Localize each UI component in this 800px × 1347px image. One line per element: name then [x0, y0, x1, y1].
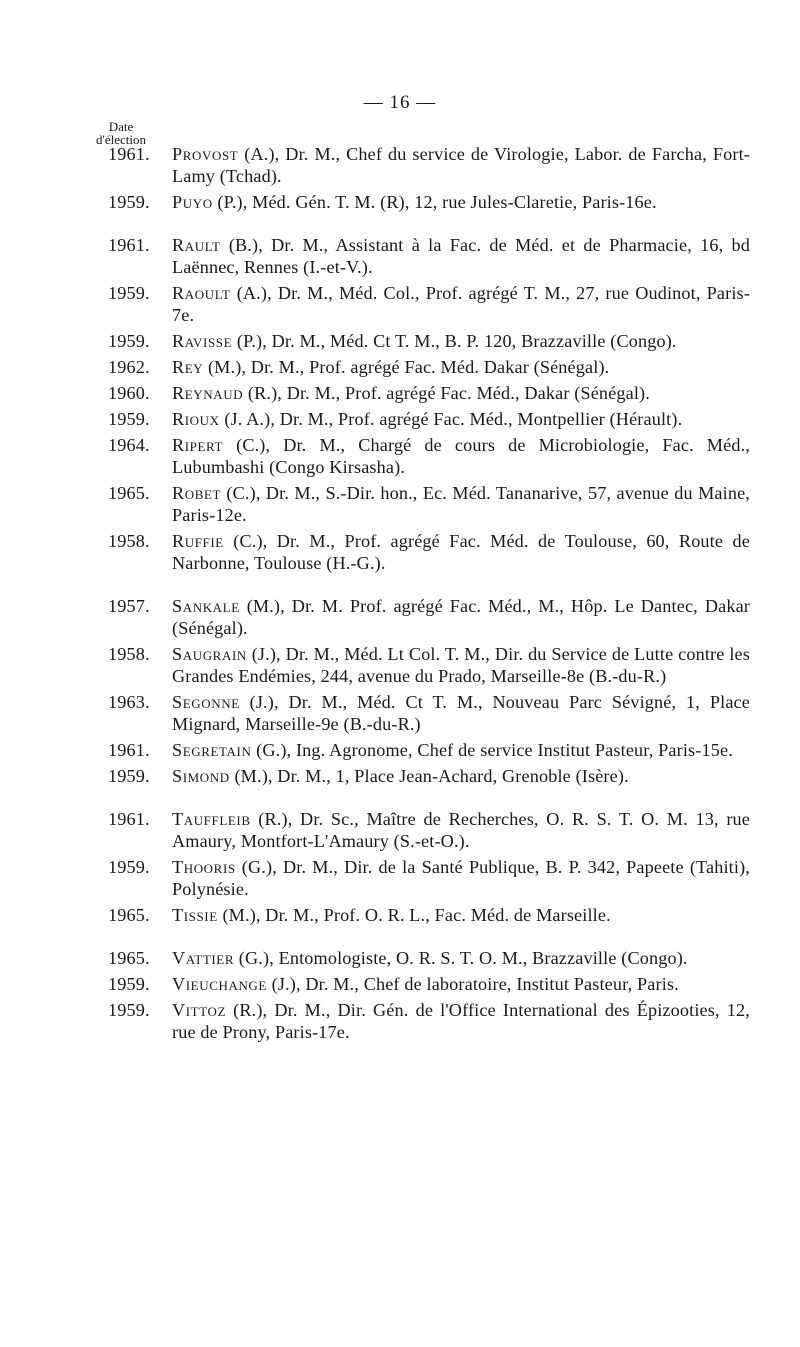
member-details: (P.), Méd. Gén. T. M. (R), 12, rue Jules-Claretie, Paris-16e. — [212, 192, 657, 212]
member-details: (G.), Entomologiste, O. R. S. T. O. M., Brazzaville (Congo). — [234, 948, 688, 968]
member-surname: Vattier — [172, 948, 235, 968]
member-surname: Rioux — [172, 409, 220, 429]
member-details: (G.), Dr. M., Dir. de la Santé Publique, B. P. 342, Papeete (Tahiti), Polynésie. — [172, 857, 750, 899]
election-year: 1964. — [108, 435, 150, 455]
member-surname: Tauffleib — [172, 809, 251, 829]
member-surname: Vieuchange — [172, 974, 267, 994]
member-entry — [108, 973, 750, 995]
member-details: (A.), Dr. M., Chef du service de Virologie, Labor. de Farcha, Fort-Lamy (Tchad). — [172, 144, 750, 186]
member-surname: Ravisse — [172, 331, 233, 351]
election-year: 1959. — [108, 331, 150, 351]
member-surname: Saugrain — [172, 644, 247, 664]
member-entry — [108, 191, 750, 213]
election-year: 1959. — [108, 409, 150, 429]
election-year: 1958. — [108, 644, 150, 664]
letter-group — [108, 595, 750, 787]
member-surname: Rey — [172, 357, 204, 377]
member-entry — [108, 282, 750, 326]
member-surname: Tissie — [172, 905, 218, 925]
member-details: (J. A.), Dr. M., Prof. agrégé Fac. Méd., Montpellier (Hérault). — [219, 409, 683, 429]
member-entry — [108, 408, 750, 430]
member-entry — [108, 595, 750, 639]
page-number: — 16 — — [363, 92, 437, 113]
member-entry — [108, 739, 750, 761]
member-surname: Robet — [172, 483, 222, 503]
election-year: 1961. — [108, 740, 150, 760]
member-details: (J.), Dr. M., Chef de laboratoire, Institut Pasteur, Paris. — [266, 974, 679, 994]
member-details: (R.), Dr. M., Dir. Gén. de l'Office International des Épizooties, 12, rue de Prony, Paris-17e. — [172, 1000, 750, 1042]
member-entry — [108, 999, 750, 1043]
member-details: (J.), Dr. M., Méd. Ct T. M., Nouveau Parc Sévigné, 1, Place Mignard, Marseille-9e (B.-du-R.) — [172, 692, 750, 734]
member-surname: Segonne — [172, 692, 240, 712]
member-details: (M.), Dr. M., Prof. O. R. L., Fac. Méd. de Marseille. — [217, 905, 611, 925]
member-surname: Simond — [172, 766, 230, 786]
member-surname: Raoult — [172, 283, 231, 303]
member-surname: Reynaud — [172, 383, 244, 403]
member-details: (M.), Dr. M., 1, Place Jean-Achard, Grenoble (Isère). — [229, 766, 629, 786]
election-year: 1957. — [108, 596, 150, 616]
member-details: (C.), Dr. M., Prof. agrégé Fac. Méd. de Toulouse, 60, Route de Narbonne, Toulouse (H.-G.). — [172, 531, 750, 573]
election-year: 1960. — [108, 383, 150, 403]
member-entry — [108, 947, 750, 969]
election-year: 1961. — [108, 144, 150, 164]
member-surname: Sankale — [172, 596, 240, 616]
member-details: (C.), Dr. M., S.-Dir. hon., Ec. Méd. Tananarive, 57, avenue du Maine, Paris-12e. — [172, 483, 750, 525]
member-details: (J.), Dr. M., Méd. Lt Col. T. M., Dir. du Service de Lutte contre les Grandes Endémies, 244, avenue du Prado, Marseille-8e (B.-du-R.) — [172, 644, 750, 686]
member-entry — [108, 234, 750, 278]
member-entry — [108, 143, 750, 187]
member-entry — [108, 765, 750, 787]
election-year: 1965. — [108, 905, 150, 925]
member-entry — [108, 356, 750, 378]
letter-group — [108, 143, 750, 213]
member-entry — [108, 808, 750, 852]
member-details: (B.), Dr. M., Assistant à la Fac. de Méd. et de Pharmacie, 16, bd Laënnec, Rennes (I.-et-V.). — [172, 235, 750, 277]
member-surname: Provost — [172, 144, 239, 164]
member-surname: Puyo — [172, 192, 213, 212]
election-year: 1959. — [108, 283, 150, 303]
election-year: 1959. — [108, 192, 150, 212]
election-year: 1959. — [108, 766, 150, 786]
member-surname: Ruffie — [172, 531, 224, 551]
election-year: 1965. — [108, 948, 150, 968]
election-year: 1959. — [108, 857, 150, 877]
member-entry — [108, 382, 750, 404]
member-surname: Ripert — [172, 435, 224, 455]
member-details: (A.), Dr. M., Méd. Col., Prof. agrégé T. M., 27, rue Oudinot, Paris-7e. — [172, 283, 750, 325]
member-entry — [108, 856, 750, 900]
member-details: (C.), Dr. M., Chargé de cours de Microbiologie, Fac. Méd., Lubumbashi (Congo Kirsasha). — [172, 435, 750, 477]
letter-group — [108, 234, 750, 574]
member-surname: Thooris — [172, 857, 236, 877]
column-header-line: Date — [108, 119, 134, 134]
member-entry — [108, 904, 750, 926]
column-header-line: d'élection — [96, 132, 146, 147]
member-surname: Vittoz — [172, 1000, 227, 1020]
member-entry — [108, 530, 750, 574]
member-entry — [108, 330, 750, 352]
member-details: (R.), Dr. Sc., Maître de Recherches, O. R. S. T. O. M. 13, rue Amaury, Montfort-L'Amaury (S.-et-O.). — [172, 809, 750, 851]
letter-group — [108, 947, 750, 1043]
member-surname: Rault — [172, 235, 221, 255]
election-year: 1961. — [108, 809, 150, 829]
member-entry — [108, 691, 750, 735]
member-list — [108, 143, 750, 1043]
election-year: 1961. — [108, 235, 150, 255]
election-year: 1959. — [108, 974, 150, 994]
member-entry — [108, 482, 750, 526]
member-details: (P.), Dr. M., Méd. Ct T. M., B. P. 120, Brazzaville (Congo). — [232, 331, 677, 351]
member-details: (R.), Dr. M., Prof. agrégé Fac. Méd., Dakar (Sénégal). — [243, 383, 650, 403]
election-year: 1962. — [108, 357, 150, 377]
member-entry — [108, 434, 750, 478]
member-surname: Segretain — [172, 740, 252, 760]
member-details: (M.), Dr. M. Prof. agrégé Fac. Méd., M., Hôp. Le Dantec, Dakar (Sénégal). — [172, 596, 750, 638]
letter-group — [108, 808, 750, 926]
election-year: 1965. — [108, 483, 150, 503]
election-year: 1963. — [108, 692, 150, 712]
member-details: (G.), Ing. Agronome, Chef de service Institut Pasteur, Paris-15e. — [251, 740, 733, 760]
member-entry — [108, 643, 750, 687]
election-year: 1958. — [108, 531, 150, 551]
member-details: (M.), Dr. M., Prof. agrégé Fac. Méd. Dakar (Sénégal). — [203, 357, 610, 377]
election-year: 1959. — [108, 1000, 150, 1020]
